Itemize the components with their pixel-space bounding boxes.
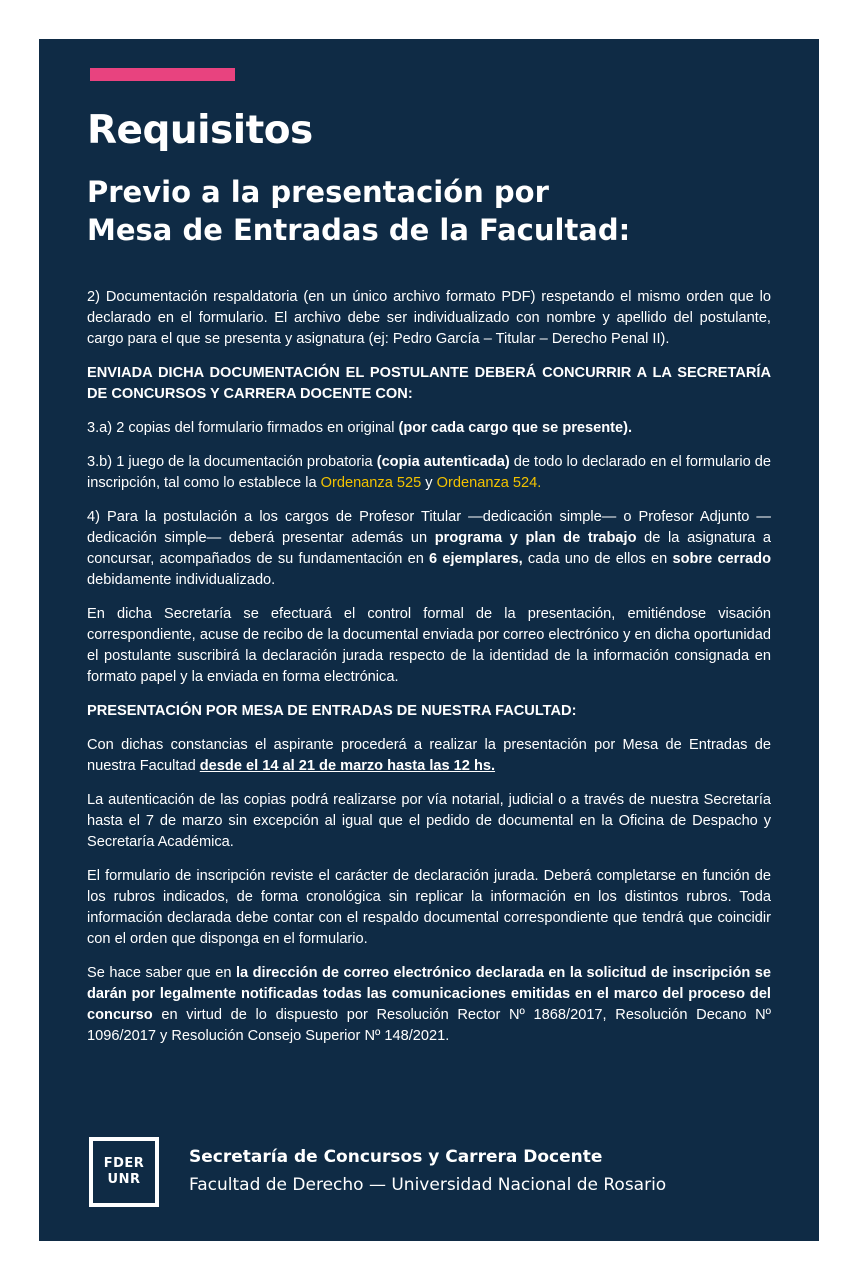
paragraph-notification-bold: la dirección de correo electrónico declarada en la solicitud de inscripción se darán por legalmente notificadas todas las comunicaciones emitidas en el marco del proceso del concurso <box>87 965 772 1023</box>
body-text <box>87 287 771 1060</box>
paragraph-3a <box>87 418 771 439</box>
logo-line-2: UNR <box>107 1172 141 1187</box>
paragraph-documentation: 2) Documentación respaldatoria (en un único archivo formato PDF) respetando el mismo orden que lo declarado en el formulario. El archivo debe ser individualizado con nombre y apellido del postulante, cargo para el que se presenta y asignatura (ej: Pedro García – Titular – Derecho Penal II). <box>87 289 771 347</box>
paragraph-authentication: La autenticación de las copias podrá realizarse por vía notarial, judicial o a través de nuestra Secretaría hasta el 7 de marzo sin excepción al igual que el pedido de documental en la Oficina de Despacho y Secretaría Académica. <box>87 792 771 850</box>
paragraph-3b-bold: (copia autenticada) <box>376 454 510 470</box>
page-title: Requisitos <box>87 108 313 153</box>
paragraph-dates <box>87 735 771 777</box>
paragraph-3b-text-a: 3.b) 1 juego de la documentación probatoria <box>87 454 377 470</box>
ordenanza-525-link[interactable]: Ordenanza 525 <box>320 475 422 491</box>
heading-secretaria: ENVIADA DICHA DOCUMENTACIÓN EL POSTULANTE DEBERÁ CONCURRIR A LA SECRETARÍA DE CONCURSOS Y CARRERA DOCENTE CON: <box>87 365 771 402</box>
paragraph-3a-bold: (por cada cargo que se presente). <box>398 420 633 436</box>
page-subtitle <box>87 173 777 249</box>
paragraph-3b-text-b: de todo lo declarado en el formulario de inscripción, tal como lo establece la <box>87 454 771 491</box>
paragraph-4-bold-1: programa y plan de trabajo <box>434 530 637 546</box>
footer-organization: Secretaría de Concursos y Carrera Docente <box>189 1147 603 1167</box>
paragraph-4 <box>87 507 771 591</box>
accent-bar <box>90 68 235 81</box>
paragraph-4-text-d: debidamente individualizado. <box>87 572 276 588</box>
ordenanza-524-link[interactable]: Ordenanza 524. <box>436 475 542 491</box>
paragraph-control: En dicha Secretaría se efectuará el control formal de la presentación, emitiéndose visación correspondiente, acuse de recibo de la documental enviada por correo electrónico y en dicha oportunidad el postulante suscribirá la declaración jurada respecto de la identidad de la información consignada en formato papel y la enviada en forma electrónica. <box>87 606 771 685</box>
paragraph-notification-text-b: en virtud de lo dispuesto por Resolución Rector Nº 1868/2017, Resolución Decano Nº 1096/2017 y Resolución Consejo Superior Nº 148/2021. <box>87 1007 771 1044</box>
paragraph-notification <box>87 963 771 1047</box>
paragraph-3b-text-c: y <box>421 475 437 491</box>
subtitle-line-2: Mesa de Entradas de la Facultad: <box>87 213 631 247</box>
fder-unr-logo <box>89 1137 159 1207</box>
deadline-dates: desde el 14 al 21 de marzo hasta las 12 hs. <box>199 758 496 774</box>
subtitle-line-1: Previo a la presentación por <box>87 175 549 209</box>
paragraph-dates-text: Con dichas constancias el aspirante procederá a realizar la presentación por Mesa de Entradas de nuestra Facultad <box>87 737 771 774</box>
logo-line-1: FDER <box>103 1156 145 1171</box>
paragraph-notification-text-a: Se hace saber que en <box>87 965 236 981</box>
paragraph-4-text-c: cada uno de ellos en <box>522 551 673 567</box>
paragraph-4-text-a: 4) Para la postulación a los cargos de Profesor Titular —dedicación simple— o Profesor Adjunto —dedicación simple— deberá presentar además un <box>87 509 771 546</box>
paragraph-3b <box>87 452 771 494</box>
paragraph-form: El formulario de inscripción reviste el carácter de declaración jurada. Deberá completarse en función de los rubros indicados, de forma cronológica sin replicar la información en los distintos rubros. Toda información declarada debe contar con el respaldo documental correspondiente que tendrá que coincidir con el orden que disponga en el formulario. <box>87 868 771 947</box>
poster-panel <box>39 39 819 1241</box>
paragraph-3a-text: 3.a) 2 copias del formulario firmados en original <box>87 420 399 436</box>
paragraph-4-bold-3: sobre cerrado <box>672 551 771 567</box>
heading-mesa-entradas: PRESENTACIÓN POR MESA DE ENTRADAS DE NUESTRA FACULTAD: <box>87 703 577 719</box>
paragraph-4-text-b: de la asignatura a concursar, acompañados de su fundamentación en <box>87 530 771 567</box>
footer-faculty: Facultad de Derecho — Universidad Nacional de Rosario <box>189 1175 667 1195</box>
paragraph-4-bold-2: 6 ejemplares, <box>429 551 523 567</box>
